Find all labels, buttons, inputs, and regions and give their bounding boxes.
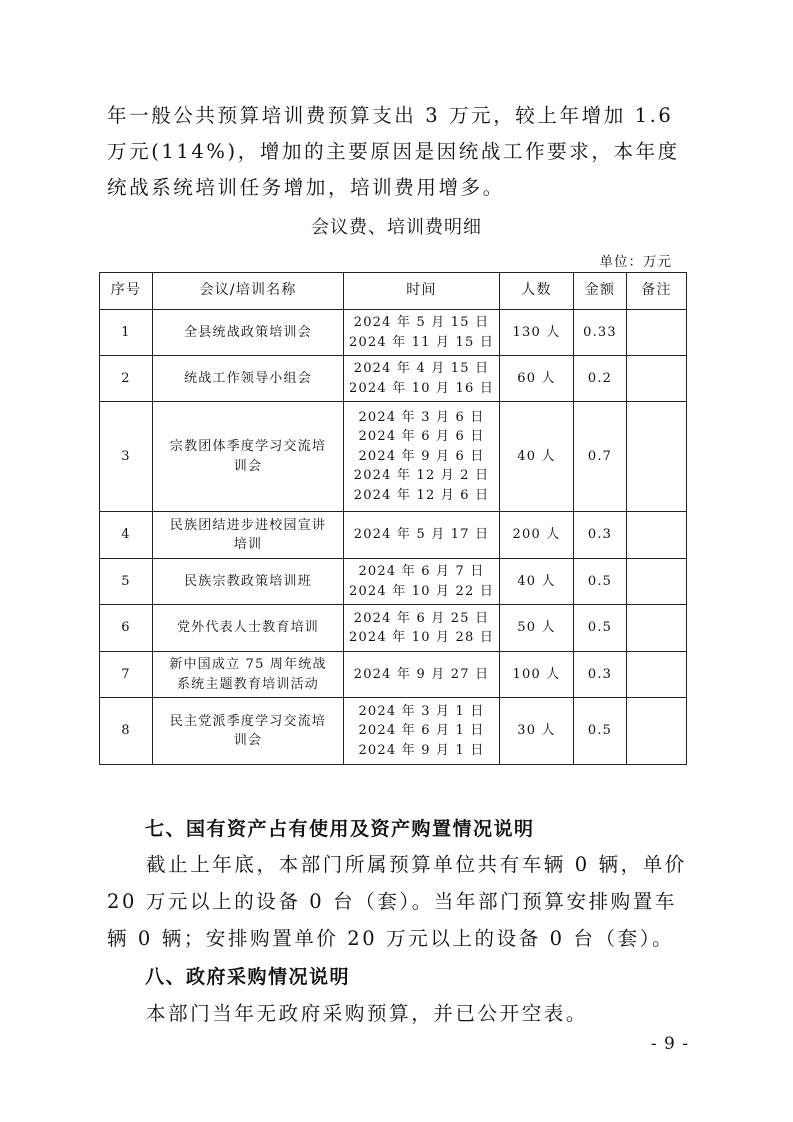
header-time: 时间 xyxy=(344,273,500,310)
intro-paragraph: 年一般公共预算培训费预算支出 3 万元，较上年增加 1.6 万元(114%)，增加的主要原因是因统战工作要求，本年度统战系统培训任务增加，培训费用增多。 xyxy=(107,104,680,199)
row-name: 统战工作领导小组会 xyxy=(153,356,344,402)
row-date: 2024 年 10 月 22 日 xyxy=(348,583,495,599)
row-number: 2 xyxy=(100,356,153,402)
section8-body: 本部门当年无政府采购预算，并已公开空表。 xyxy=(146,1002,589,1025)
header-name: 会议/培训名称 xyxy=(153,273,344,310)
row-date: 2024 年 6 月 6 日 xyxy=(358,429,485,445)
row-date: 2024 年 3 月 1 日 xyxy=(358,703,485,719)
row-note xyxy=(627,310,687,356)
section8-heading: 八、政府采购情况说明 xyxy=(145,966,351,988)
row-amount: 0.5 xyxy=(574,698,627,765)
row-note xyxy=(627,559,687,605)
row-date: 2024 年 11 月 15 日 xyxy=(348,334,495,350)
header-amount: 金额 xyxy=(574,273,627,310)
table-header-row xyxy=(100,273,687,310)
row-note xyxy=(627,698,687,765)
row-name: 全县统战政策培训会 xyxy=(153,310,344,356)
row-dates xyxy=(344,356,500,402)
table-row xyxy=(100,559,687,605)
section7-body: 截止上年底，本部门所属预算单位共有车辆 0 辆，单价 20 万元以上的设备 0 台（套）。当年部门预算安排购置车辆 0 辆；安排购置单价 20 万元以上的设备 0 台（套）。 xyxy=(107,853,687,950)
table-row xyxy=(100,512,687,559)
row-people: 50 人 xyxy=(500,605,574,652)
row-name: 宗教团体季度学习交流培训会 xyxy=(153,402,344,512)
row-number: 5 xyxy=(100,559,153,605)
table-row xyxy=(100,356,687,402)
row-dates xyxy=(344,559,500,605)
row-note xyxy=(627,512,687,559)
row-note xyxy=(627,356,687,402)
row-number: 1 xyxy=(100,310,153,356)
row-dates xyxy=(344,310,500,356)
row-date: 2024 年 10 月 16 日 xyxy=(348,380,495,396)
row-note xyxy=(627,652,687,698)
row-date: 2024 年 5 月 17 日 xyxy=(353,527,490,543)
header-people: 人数 xyxy=(500,273,574,310)
row-name: 民族团结进步进校园宣讲培训 xyxy=(153,512,344,559)
meeting-training-table xyxy=(99,272,687,765)
row-dates xyxy=(344,512,500,559)
row-amount: 0.33 xyxy=(574,310,627,356)
row-note xyxy=(627,402,687,512)
table-row xyxy=(100,402,687,512)
row-name: 民族宗教政策培训班 xyxy=(153,559,344,605)
row-date: 2024 年 12 月 6 日 xyxy=(353,487,490,503)
row-people: 40 人 xyxy=(500,559,574,605)
table-row xyxy=(100,605,687,652)
row-date: 2024 年 4 月 15 日 xyxy=(353,361,490,376)
row-amount: 0.7 xyxy=(574,402,627,512)
row-dates xyxy=(344,652,500,698)
row-date: 2024 年 5 月 15 日 xyxy=(353,315,490,330)
row-dates xyxy=(344,605,500,652)
page-number: - 9 - xyxy=(650,1034,689,1054)
row-name: 新中国成立 75 周年统战系统主题教育培训活动 xyxy=(153,652,344,698)
table-row xyxy=(100,310,687,356)
row-note xyxy=(627,605,687,652)
row-number: 4 xyxy=(100,512,153,559)
row-dates xyxy=(344,402,500,512)
row-dates xyxy=(344,698,500,765)
row-date: 2024 年 9 月 27 日 xyxy=(353,666,490,682)
row-name: 党外代表人士教育培训 xyxy=(153,605,344,652)
section7-heading: 七、国有资产占有使用及资产购置情况说明 xyxy=(145,818,535,840)
table-row xyxy=(100,698,687,765)
row-people: 130 人 xyxy=(500,310,574,356)
row-amount: 0.3 xyxy=(574,652,627,698)
row-date: 2024 年 9 月 1 日 xyxy=(358,742,485,758)
row-people: 40 人 xyxy=(500,402,574,512)
row-people: 100 人 xyxy=(500,652,574,698)
row-people: 200 人 xyxy=(500,512,574,559)
row-number: 8 xyxy=(100,698,153,765)
row-date: 2024 年 3 月 6 日 xyxy=(358,409,485,425)
table-row xyxy=(100,652,687,698)
row-date: 2024 年 9 月 6 日 xyxy=(358,448,485,464)
row-number: 3 xyxy=(100,402,153,512)
row-amount: 0.5 xyxy=(574,605,627,652)
row-number: 6 xyxy=(100,605,153,652)
row-people: 60 人 xyxy=(500,356,574,402)
header-note: 备注 xyxy=(627,273,687,310)
row-date: 2024 年 6 月 1 日 xyxy=(358,723,485,739)
table-unit: 单位：万元 xyxy=(599,254,672,270)
row-date: 2024 年 6 月 25 日 xyxy=(353,610,490,626)
row-number: 7 xyxy=(100,652,153,698)
row-date: 2024 年 12 月 2 日 xyxy=(353,468,490,484)
row-date: 2024 年 10 月 28 日 xyxy=(348,630,495,645)
header-no: 序号 xyxy=(100,273,153,310)
row-amount: 0.5 xyxy=(574,559,627,605)
table-title: 会议费、培训费明细 xyxy=(311,217,482,238)
row-amount: 0.2 xyxy=(574,356,627,402)
row-amount: 0.3 xyxy=(574,512,627,559)
row-date: 2024 年 6 月 7 日 xyxy=(358,564,485,579)
row-name: 民主党派季度学习交流培训会 xyxy=(153,698,344,765)
row-people: 30 人 xyxy=(500,698,574,765)
